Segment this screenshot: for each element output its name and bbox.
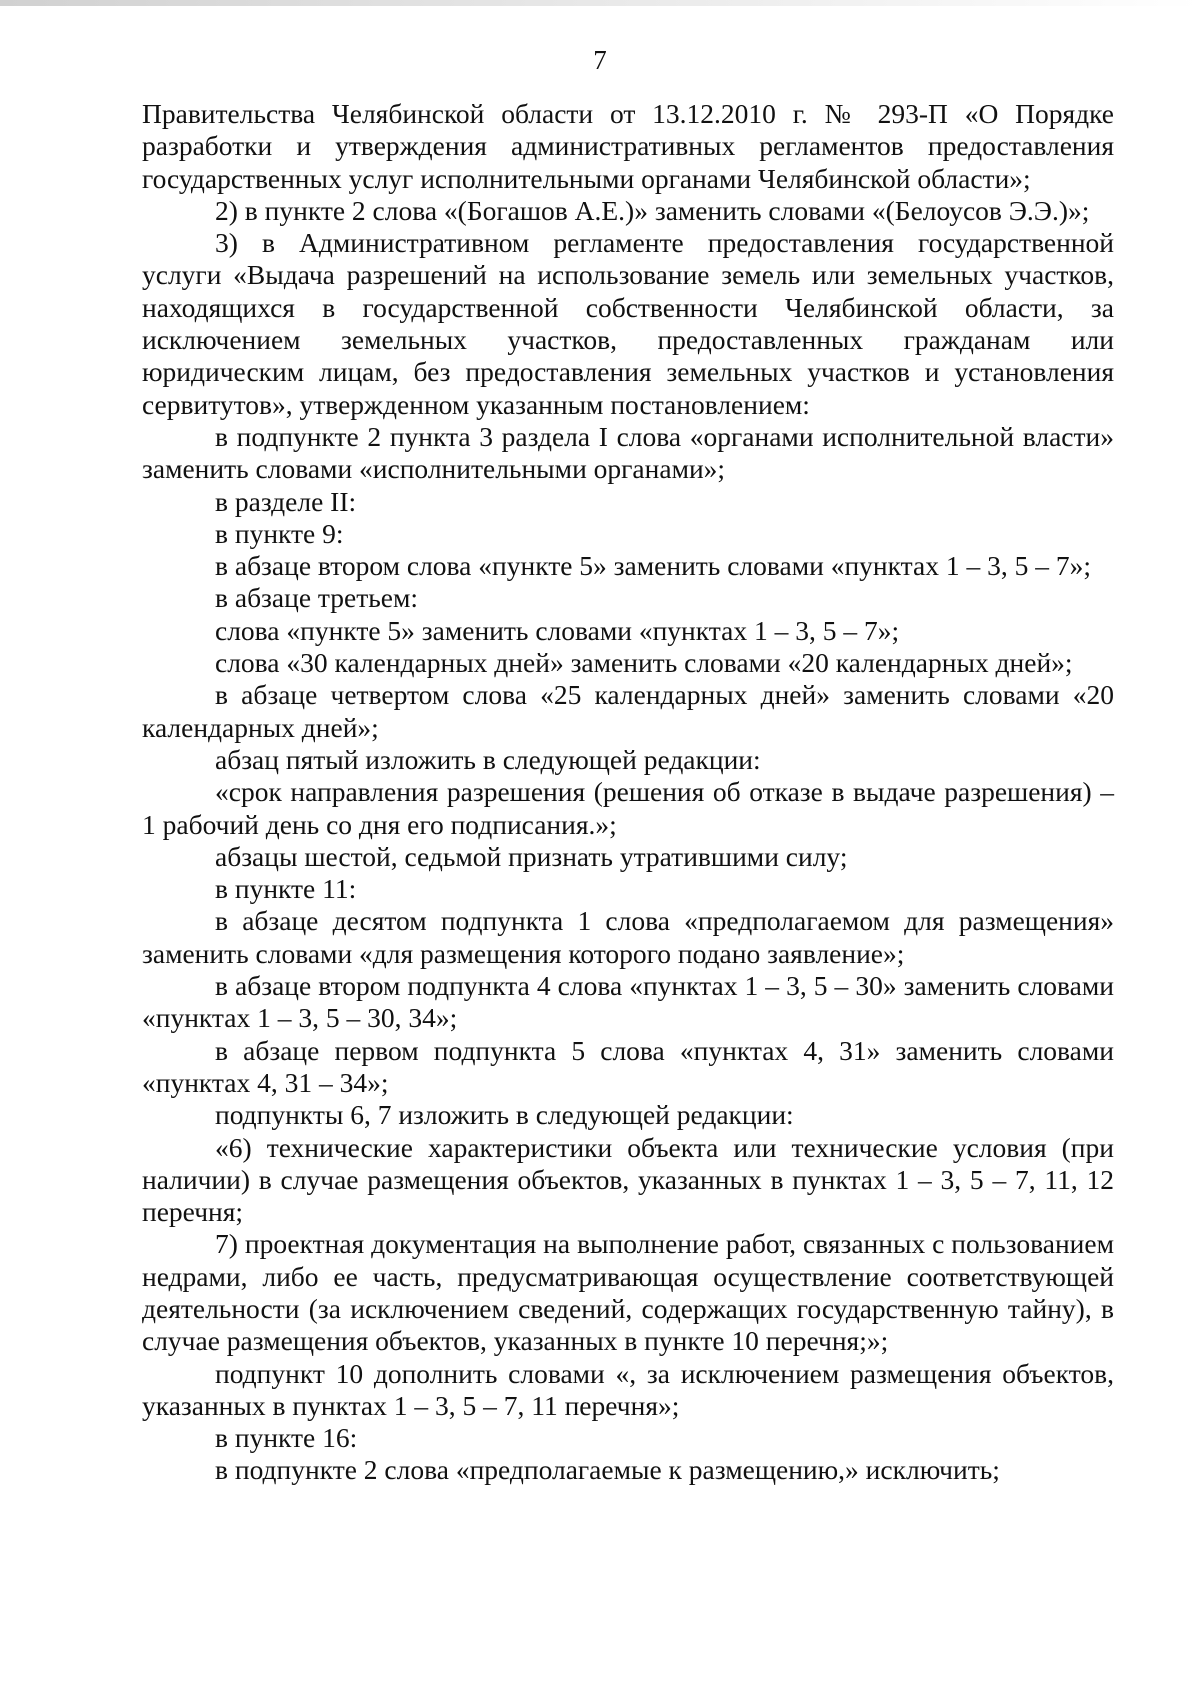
paragraph: в пункте 9: [215, 517, 344, 549]
paragraph: слова «пункте 5» заменить словами «пунктах 1 – 3, 5 – 7»; [215, 614, 900, 646]
paragraph: в абзаце втором подпункта 4 слова «пунктах 1 – 3, 5 – 30» заменить словами «пунктах 1 – 3, 5 – 30, 34»; [142, 970, 1114, 1034]
scan-edge-artifact [0, 0, 1200, 6]
paragraph: 7) проектная документация на выполнение работ, связанных с пользованием недрами, либо ее часть, предусматривающая осуществление соответствующей деятельности (за исключением сведений, содержащих государственную тайну), в случае размещения объектов, указанных в пункте 10 перечня;»; [142, 1228, 1114, 1357]
paragraph: 3) в Административном регламенте предоставления государственной услуги «Выдача разрешений на использование земель или земельных участков, находящихся в государственной собственности Челябинской области, за исключением земельных участков, предоставленных гражданам или юридическим лицам, без предоставления земельных участков и установления сервитутов», утвержденном указанным постановлением: [142, 227, 1114, 420]
paragraph: в абзаце десятом подпункта 1 слова «предполагаемом для размещения» заменить словами «для размещения которого подано заявление»; [142, 905, 1114, 969]
paragraph: в абзаце втором слова «пункте 5» заменить словами «пунктах 1 – 3, 5 – 7»; [215, 550, 1091, 582]
paragraph: Правительства Челябинской области от 13.12.2010 г. № 293-П «О Порядке разработки и утверждения административных регламентов предоставления государственных услуг исполнительными органами Челябинской области»; [142, 98, 1114, 194]
paragraph: в абзаце третьем: [215, 582, 419, 614]
paragraph: в пункте 11: [215, 873, 357, 905]
paragraph: слова «30 календарных дней» заменить словами «20 календарных дней»; [215, 647, 1073, 679]
paragraph: абзацы шестой, седьмой признать утратившими силу; [215, 840, 848, 872]
paragraph: в разделе II: [215, 485, 357, 517]
paragraph: в пункте 16: [215, 1422, 358, 1454]
paragraph: в абзаце первом подпункта 5 слова «пунктах 4, 31» заменить словами «пунктах 4, 31 – 34»; [142, 1034, 1114, 1098]
paragraph: в абзаце четвертом слова «25 календарных дней» заменить словами «20 календарных дней»; [142, 679, 1114, 743]
document-body [142, 98, 1114, 1487]
paragraph: подпункт 10 дополнить словами «, за исключением размещения объектов, указанных в пунктах 1 – 3, 5 – 7, 11 перечня»; [142, 1357, 1114, 1421]
paragraph: в подпункте 2 слова «предполагаемые к размещению,» исключить; [215, 1454, 1000, 1486]
paragraph: «срок направления разрешения (решения об отказе в выдаче разрешения) – 1 рабочий день со дня его подписания.»; [142, 776, 1114, 840]
paragraph: абзац пятый изложить в следующей редакции: [215, 743, 761, 775]
paragraph: подпункты 6, 7 изложить в следующей редакции: [215, 1099, 794, 1131]
paragraph: в подпункте 2 пункта 3 раздела I слова «органами исполнительной власти» заменить словами «исполнительными органами»; [142, 420, 1114, 485]
page-number: 7 [593, 45, 607, 75]
paragraph: «6) технические характеристики объекта или технические условия (при наличии) в случае размещения объектов, указанных в пунктах 1 – 3, 5 – 7, 11, 12 перечня; [142, 1131, 1114, 1228]
paragraph: 2) в пункте 2 слова «(Богашов А.Е.)» заменить словами «(Белоусов Э.Э.)»; [215, 194, 1090, 226]
